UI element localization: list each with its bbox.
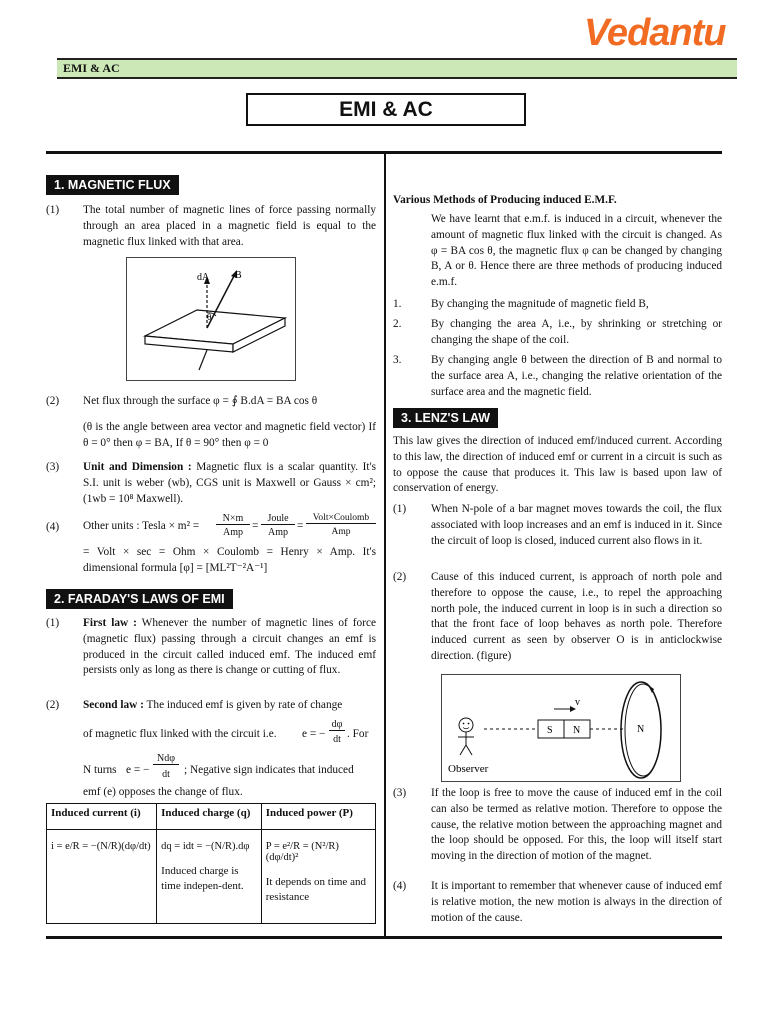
table-header: Induced power (P) (261, 804, 375, 830)
chapter-tag: EMI & AC (63, 61, 120, 75)
methods-intro: We have learnt that e.m.f. is induced in a circuit, whenever the amount of magnetic flux linked with the circuit is changed. As φ = BA cos θ, the magnetic flux φ can be changed by changing B, A or θ. Hence there are three methods of producing induced e.m.f. (431, 213, 722, 289)
n-turns-formula (83, 752, 376, 784)
table-cell-charge (157, 830, 262, 924)
item-number: 2. (393, 318, 402, 330)
lenz-point-2: Cause of this induced current, is approach of north pole and therefore to oppose the cause, i.e., to repel the approaching north pole, the induced current in loop is in such a direction so that the front face of loop behaves as north pole. Therefore induced current as seen by observer O is in anticlockwise direction. (figure) (431, 571, 722, 662)
frac2-den: Amp (268, 527, 288, 538)
charge-formula: dq = idt = −(N/R).dφ (161, 841, 250, 852)
item-number: 3. (393, 354, 402, 366)
unit-dimension-text: Magnetic flux is a scalar quantity. It's S.I. unit is weber (wb), CGS unit is Maxwell or Gauss × cm²; (1wb = 10⁸ Maxwell). (83, 461, 377, 505)
column-divider (384, 154, 386, 936)
table-header: Induced charge (q) (157, 804, 262, 830)
section-heading-magnetic-flux: 1. MAGNETIC FLUX (46, 175, 179, 195)
item-number: (2) (46, 699, 60, 711)
magnet-S-label: S (547, 725, 553, 736)
fig-v-label: v (575, 697, 580, 708)
other-units-lead: Other units : Tesla × m² = (83, 520, 200, 532)
item-number: (1) (46, 617, 60, 629)
vedantu-logo: Vedantu (584, 12, 726, 54)
power-note: It depends on time and resistance (265, 876, 366, 903)
table-header: Induced current (i) (47, 804, 157, 830)
second-law-lead: of magnetic flux linked with the circuit i.e. (83, 728, 277, 740)
net-flux-formula: Net flux through the surface φ = ∮ B.dA = BA cos θ (83, 395, 318, 407)
ndphi-num: Ndφ (153, 753, 179, 765)
charge-note: Induced charge is time indepen-dent. (161, 865, 244, 892)
page-title: EMI & AC (246, 93, 526, 126)
table-cell-current (47, 830, 157, 924)
induced-quantities-table (46, 803, 376, 924)
methods-heading: Various Methods of Producing induced E.M.F. (393, 194, 617, 206)
observer-label: Observer (448, 763, 489, 775)
frac3-num: Volt×Coulomb (306, 513, 376, 524)
section-heading-lenzs-law: 3. LENZ'S LAW (393, 408, 498, 428)
flux-definition: The total number of magnetic lines of force passing normally through an area placed in a magnetic field is equal to the magnetic flux linked with that area. (83, 204, 376, 248)
faraday-second-law (83, 698, 376, 714)
item-number: (2) (393, 571, 407, 583)
table-cell-power (261, 830, 375, 924)
method-2: By changing the area A, i.e., by shrinking or stretching or changing the shape of the coil. (431, 318, 722, 346)
lenz-point-4: It is important to remember that whenever cause of induced emf is relative motion, the new motion is always in the direction of motion of the cause. (431, 880, 722, 924)
item-number: (4) (393, 880, 407, 892)
item-number: (3) (46, 461, 60, 473)
emf-eq: e = − (302, 728, 326, 740)
other-units-continued: = Volt × sec = Ohm × Coulomb = Henry × Amp. It's dimensional formula [φ] = [ML²T⁻²A⁻¹] (83, 546, 376, 574)
method-3: By changing angle θ between the direction of B and normal to the surface area A, i.e., changing the relative orientation of the surface area and the magnetic field. (431, 354, 722, 398)
item-number: (3) (393, 787, 407, 799)
frac3-den: Amp (331, 527, 351, 537)
fig-dA-label: dA (197, 272, 210, 283)
lenz-point-3: If the loop is free to move the cause of induced emf in the coil can also be termed as relative motion. Therefore to oppose the cause, the relative motion between the approaching magnet and the loop should be opposed. For this, the loop will itself start moving in the direction of motion of the magnet. (431, 787, 722, 863)
magnet-loop-diagram (442, 675, 680, 781)
item-number: (2) (46, 395, 60, 407)
lenz-figure (441, 674, 681, 782)
bottom-rule (46, 936, 722, 939)
item-number: (1) (393, 503, 407, 515)
item-number: 1. (393, 298, 402, 310)
lenz-intro: This law gives the direction of induced emf/induced current. According to this law, the direction of induced emf or current in a circuit is such as to oppose the cause that produces it. This law is based upon law of conservation of energy. (393, 435, 722, 495)
negative-sign-note: ; Negative sign indicates that induced (184, 764, 354, 776)
frac2-num: Joule (261, 513, 295, 525)
faraday-first-law (83, 616, 376, 679)
lenz-point-1: When N-pole of a bar magnet moves towards the coil, the flux associated with loop increases and an emf is induced in it. Since the circuit of loop is closed, induced current also flows in it. (431, 503, 722, 547)
unit-dimension (83, 460, 376, 507)
second-law-formula (83, 718, 376, 748)
frac1-den: Amp (223, 527, 243, 538)
flux-angle-note: (θ is the angle between area vector and magnetic field vector) If θ = 0° then φ = BA, If θ = 90° then φ = 0 (83, 421, 376, 449)
first-law-text: Whenever the number of magnetic lines of force (magnetic flux) passing through a circuit changes an emf is produced in the circuit called induced emf. The induced emf persists only as long as there is change or cutting of flux. (83, 617, 376, 677)
power-formula: P = e²/R = (N²/R)(dφ/dt)² (265, 841, 339, 863)
flux-figure (126, 257, 296, 381)
method-1: By changing the magnitude of magnetic field B, (431, 298, 649, 310)
second-law-text: The induced emf is given by rate of change (146, 699, 343, 711)
ndphi-den: dt (162, 769, 170, 780)
loop-N-label: N (637, 724, 645, 735)
magnet-N-label: N (573, 725, 581, 736)
dphi-den: dt (333, 734, 341, 745)
unit-dimension-head: Unit and Dimension : (83, 461, 192, 473)
first-law-head: First law : (83, 617, 137, 629)
item-number: (4) (46, 521, 60, 533)
item-number: (1) (46, 204, 60, 216)
frac1-num: N×m (216, 513, 250, 525)
current-formula: i = e/R = −(N/R)(dφ/dt) (51, 841, 151, 852)
n-turns-lead: N turns (83, 764, 117, 776)
n-turns-eq: e = − (126, 764, 150, 776)
flux-surface-diagram (127, 258, 295, 380)
fig-theta-label: θ (207, 312, 212, 322)
other-units-formula: Other units : Tesla × m² = N×m Amp = Joule Amp = Volt×Coulomb Amp (83, 512, 376, 542)
for-text: . For (347, 728, 369, 740)
fig-B-label: B (235, 270, 242, 281)
emf-opposes: emf (e) opposes the change of flux. (83, 786, 243, 798)
dphi-num: dφ (329, 719, 345, 731)
section-heading-faradays-laws: 2. FARADAY'S LAWS OF EMI (46, 589, 233, 609)
chapter-tag-bar (57, 58, 737, 79)
second-law-head: Second law : (83, 699, 144, 711)
